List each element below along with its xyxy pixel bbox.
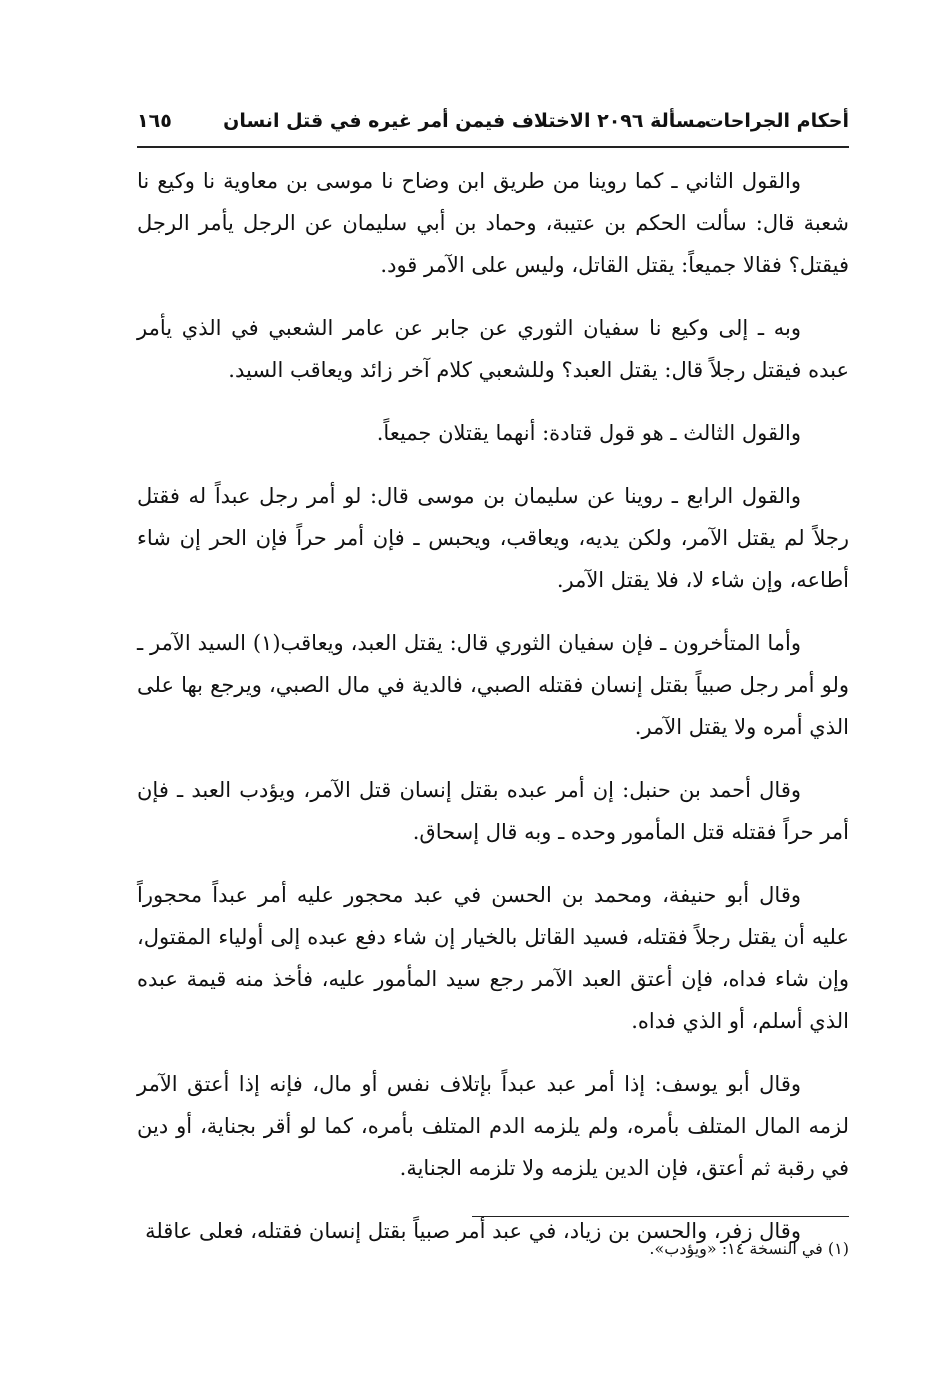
paragraph: وقال أبو يوسف: إذا أمر عبد عبداً بإتلاف نفس أو مال، فإنه إذا أعتق الآمر لزمه المال المتلف بأمره، ولم يلزمه الدم المتلف بأمره، كما لو أقر بجناية، أو دين في رقبة ثم أعتق، فإن الدين يلزمه ولا تلزمه الجناية. bbox=[137, 1072, 849, 1180]
paragraph: والقول الثالث ـ هو قول قتادة: أنهما يقتلان جميعاً. bbox=[376, 421, 801, 445]
paragraph: وقال أبو حنيفة، ومحمد بن الحسن في عبد محجور عليه أمر عبداً محجوراً عليه أن يقتل رجلاً فقتله، فسيد القاتل بالخيار إن شاء دفع عبده إلى أولياء المقتول، وإن شاء فداه، فإن أعتق العبد الآمر رجع سيد المأمور عليه، فأخذ منه قيمة عبده الذي أسلم، أو الذي فداه. bbox=[137, 883, 849, 1033]
paragraph: وأما المتأخرون ـ فإن سفيان الثوري قال: يقتل العبد، ويعاقب(١) السيد الآمر ـ ولو أمر رجل صبياً بقتل إنسان فقتله الصبي، فالدية في مال الصبي، ويرجع بها على الذي أمره ولا يقتل الآمر. bbox=[137, 631, 849, 739]
paragraph: وقال زفر، والحسن بن زياد، في عبد أمر صبياً بقتل إنسان فقتله، فعلى عاقلة bbox=[145, 1219, 801, 1243]
main-text bbox=[137, 160, 849, 1273]
book-title: أحكام الجراحات bbox=[704, 110, 849, 132]
paragraph: وقال أحمد بن حنبل: إن أمر عبده بقتل إنسان قتل الآمر، ويؤدب العبد ـ فإن أمر حراً فقتله قتل المأمور وحده ـ وبه قال إسحاق. bbox=[137, 778, 849, 844]
paragraph: والقول الرابع ـ روينا عن سليمان بن موسى قال: لو أمر رجل عبداً له فقتل رجلاً لم يقتل الآمر، ولكن يديه، ويعاقب، ويحبس ـ فإن أمر حراً فإن الحر إن شاء أطاعه، وإن شاء لا، فلا يقتل الآمر. bbox=[137, 484, 849, 592]
footnote-rule bbox=[472, 1216, 849, 1217]
page-number: ١٦٥ bbox=[137, 110, 172, 132]
paragraph: وبه ـ إلى وكيع نا سفيان الثوري عن جابر عن عامر الشعبي في الذي يأمر عبده فيقتل رجلاً قال: يقتل العبد؟ وللشعبي كلام آخر زائد ويعاقب السيد. bbox=[137, 316, 849, 382]
header-rule bbox=[137, 146, 849, 148]
section-topic: مسألة ٢٠٩٦ الاختلاف فيمن أمر غيره في قتل انسان bbox=[223, 110, 707, 132]
paragraph: والقول الثاني ـ كما روينا من طريق ابن وضاح نا موسى بن معاوية نا وكيع نا شعبة قال: سألت الحكم بن عتيبة، وحماد بن أبي سليمان عن الرجل يأمر الرجل فيقتل؟ فقالا جميعاً: يقتل القاتل، وليس على الآمر قود. bbox=[137, 169, 849, 277]
running-header bbox=[137, 106, 849, 146]
footnote: (١) في النسخة ١٤: «ويؤدب». bbox=[649, 1239, 849, 1258]
